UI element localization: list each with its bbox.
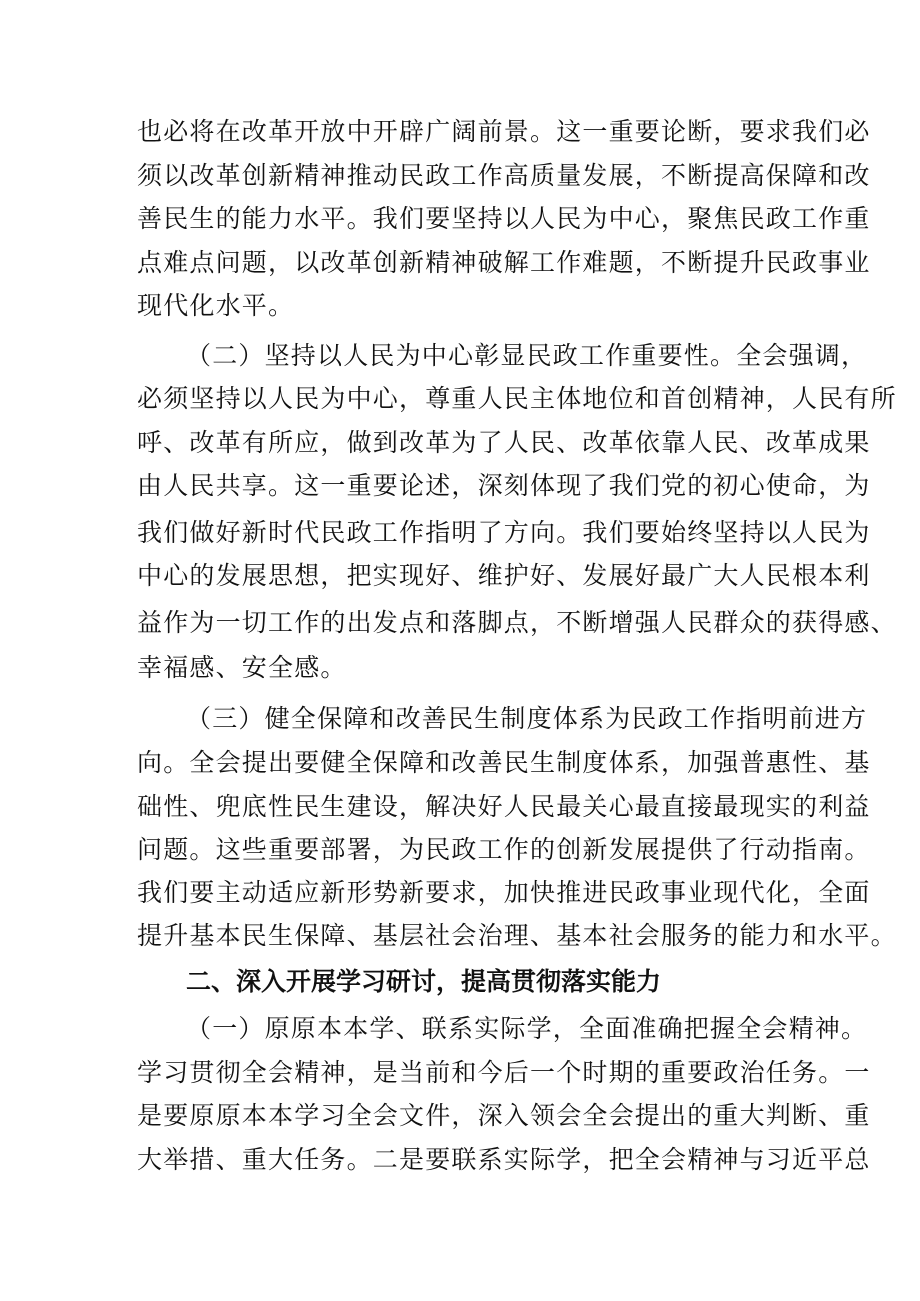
text-line-1: 也必将在改革开放中开辟广阔前景。这一重要论断，要求我们必	[137, 117, 871, 146]
text-line-13: 幸福感、安全感。	[137, 653, 347, 682]
text-line-16: 础性、兜底性民生建设，解决好人民最关心最直接最现实的利益	[137, 792, 871, 821]
text-line-10: 我们做好新时代民政工作指明了方向。我们要始终坚持以人民为	[137, 518, 871, 547]
text-line-4: 点难点问题，以改革创新精神破解工作难题，不断提升民政事业	[137, 248, 871, 277]
text-line-2: 须以改革创新精神推动民政工作高质量发展，不断提高保障和改	[137, 161, 871, 190]
subheading-1: （一）原原本本学、联系实际学，全面准确把握全会精神。	[186, 1014, 868, 1043]
section-heading: 二、深入开展学习研讨，提高贯彻落实能力	[186, 967, 662, 996]
text-line-8: 呼、改革有所应，做到改革为了人民、改革依靠人民、改革成果	[137, 428, 871, 457]
text-line-18: 我们要主动适应新形势新要求，加快推进民政事业现代化，全面	[137, 878, 871, 907]
subheading-3: （三）健全保障和改善民生制度体系为民政工作指明前进方	[186, 704, 868, 733]
text-line-11: 中心的发展思想，把实现好、维护好、发展好最广大人民根本利	[137, 561, 871, 590]
text-line-7: 必须坚持以人民为中心，尊重人民主体地位和首创精神，人民有所	[137, 384, 897, 413]
text-line-5: 现代化水平。	[137, 291, 295, 320]
text-line-23: 是要原原本本学习全会文件，深入领会全会提出的重大判断、重	[137, 1101, 871, 1130]
text-line-24: 大举措、重大任务。二是要联系实际学，把全会精神与习近平总	[137, 1145, 871, 1174]
text-line-19: 提升基本民生保障、基层社会治理、基本社会服务的能力和水平。	[137, 921, 897, 950]
text-line-9: 由人民共享。这一重要论述，深刻体现了我们党的初心使命，为	[137, 471, 871, 500]
text-line-15: 向。全会提出要健全保障和改善民生制度体系，加强普惠性、基	[137, 748, 871, 777]
text-line-3: 善民生的能力水平。我们要坚持以人民为中心，聚焦民政工作重	[137, 204, 871, 233]
text-line-22: 学习贯彻全会精神，是当前和今后一个时期的重要政治任务。一	[137, 1058, 871, 1087]
subheading-2: （二）坚持以人民为中心彰显民政工作重要性。全会强调，	[186, 341, 868, 370]
text-line-17: 问题。这些重要部署，为民政工作的创新发展提供了行动指南。	[137, 835, 871, 864]
text-line-12: 益作为一切工作的出发点和落脚点，不断增强人民群众的获得感、	[137, 608, 897, 637]
